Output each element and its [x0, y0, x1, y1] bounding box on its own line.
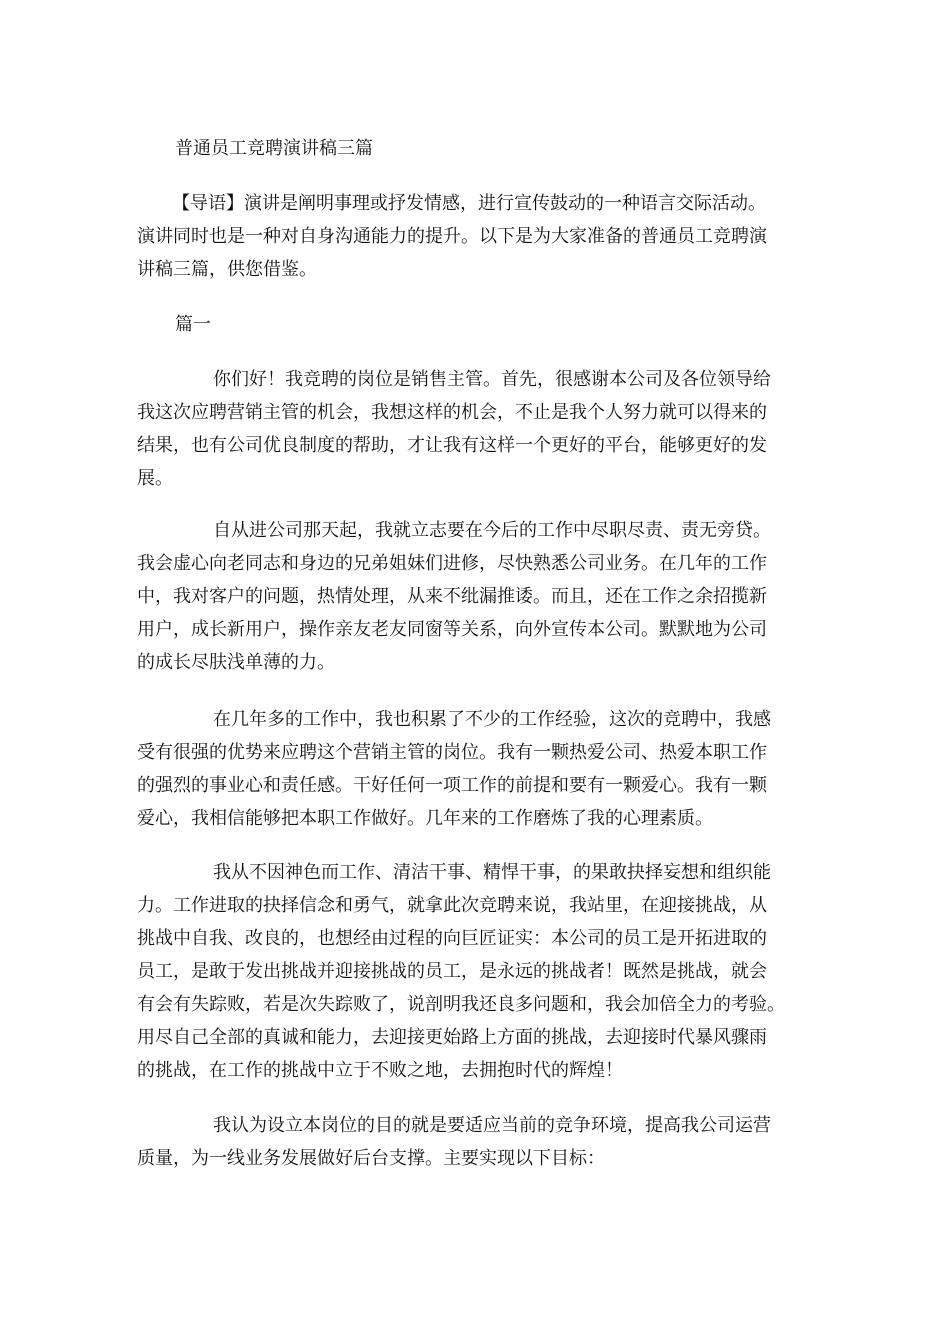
intro-line: 讲稿三篇，供您借鉴。 [137, 259, 317, 280]
paragraph-line: 我从不因神色而工作、清洁干事、精悍干事，的果敢抉择妄想和组织能 [213, 862, 771, 883]
paragraph-line: 的成长尽肤浅单薄的力。 [137, 652, 335, 673]
paragraph-line: 有会有失踪败，若是次失踪败了，说剖明我还良多问题和，我会加倍全力的考验。 [137, 994, 785, 1015]
paragraph-line: 自从进公司那天起，我就立志要在今后的工作中尽职尽责、责无旁贷。 [213, 520, 771, 541]
intro-line: 演讲同时也是一种对自身沟通能力的提升。以下是为大家准备的普通员工竞聘演 [137, 226, 767, 247]
paragraph-line: 你们好！我竞聘的岗位是销售主管。首先，很感谢本公司及各位领导给 [213, 369, 771, 390]
paragraph-line: 的挑战，在工作的挑战中立于不败之地，去拥抱时代的辉煌！ [137, 1060, 623, 1081]
paragraph-line: 的强烈的事业心和责任感。干好任何一项工作的前提和要有一颗爱心。我有一颗 [137, 775, 767, 796]
intro-line: 【导语】演讲是阐明事理或抒发情感，进行宣传鼓动的一种语言交际活动。 [172, 193, 766, 214]
paragraph-line: 展。 [137, 468, 173, 489]
document-title: 普通员工竞聘演讲稿三篇 [175, 138, 373, 159]
paragraph-line: 用尽自己全部的真诚和能力，去迎接更始路上方面的挑战，去迎接时代暴风骤雨 [137, 1027, 767, 1048]
paragraph-line: 质量，为一线业务发展做好后台支撑。主要实现以下目标： [137, 1148, 605, 1169]
paragraph-line: 员工，是敢于发出挑战并迎接挑战的员工，是永远的挑战者！既然是挑战，就会 [137, 961, 767, 982]
paragraph-line: 爱心，我相信能够把本职工作做好。几年来的工作磨炼了我的心理素质。 [137, 808, 713, 829]
paragraph-line: 力。工作进取的抉择信念和勇气，就拿此次竞聘来说，我站里，在迎接挑战，从 [137, 895, 767, 916]
body-paragraph [137, 856, 817, 1087]
body-paragraph [137, 1109, 817, 1175]
body-paragraph [137, 514, 817, 679]
intro-paragraph [137, 187, 817, 286]
paragraph-line: 挑战中自我、改良的，也想经由过程的向巨匠证实：本公司的员工是开拓进取的 [137, 928, 767, 949]
section-heading: 篇一 [175, 314, 211, 335]
paragraph-line: 中，我对客户的问题，热情处理，从来不纰漏推诿。而且，还在工作之余招揽新 [137, 586, 767, 607]
body-paragraph [137, 703, 817, 835]
paragraph-line: 在几年多的工作中，我也积累了不少的工作经验，这次的竞聘中，我感 [213, 709, 771, 730]
paragraph-line: 结果，也有公司优良制度的帮助，才让我有这样一个更好的平台，能够更好的发 [137, 435, 767, 456]
paragraph-line: 我认为设立本岗位的目的就是要适应当前的竞争环境，提高我公司运营 [213, 1115, 771, 1136]
body-paragraph [137, 363, 817, 495]
paragraph-line: 我这次应聘营销主管的机会，我想这样的机会，不止是我个人努力就可以得来的 [137, 402, 767, 423]
paragraph-line: 用户，成长新用户，操作亲友老友同窗等关系，向外宣传本公司。默默地为公司 [137, 619, 767, 640]
paragraph-line: 受有很强的优势来应聘这个营销主管的岗位。我有一颗热爱公司、热爱本职工作 [137, 742, 767, 763]
paragraph-line: 我会虚心向老同志和身边的兄弟姐妹们进修，尽快熟悉公司业务。在几年的工作 [137, 553, 767, 574]
